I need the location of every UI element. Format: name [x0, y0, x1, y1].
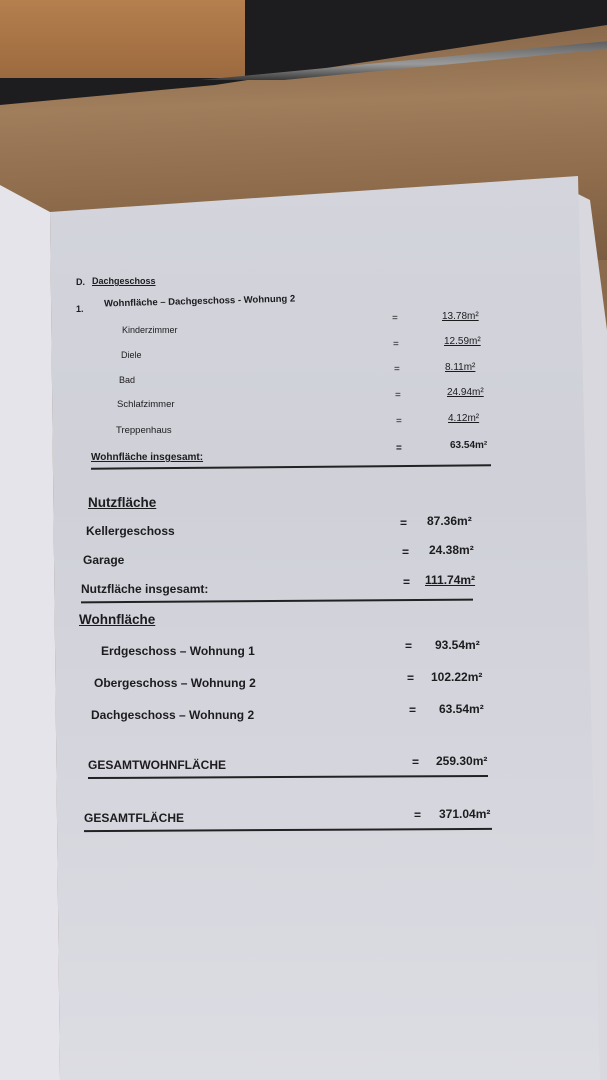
- equals-sign: =: [403, 575, 411, 589]
- equals-sign: =: [405, 639, 413, 653]
- room-name: Treppenhaus: [116, 425, 172, 436]
- room-total-value: 63.54m²: [450, 440, 488, 451]
- nutzflaeche-heading: Nutzfläche: [88, 495, 157, 510]
- room-value: 24.94m²: [447, 387, 484, 398]
- item-value: 93.54m²: [435, 638, 480, 652]
- item-name: Dachgeschoss – Wohnung 2: [91, 708, 255, 722]
- subsection-number: 1.: [76, 304, 84, 314]
- equals-sign: =: [393, 339, 399, 350]
- equals-sign: =: [412, 755, 420, 769]
- item-name: Garage: [83, 553, 125, 567]
- equals-sign: =: [394, 364, 400, 375]
- gesamtflaeche-value: 371.04m²: [439, 807, 491, 821]
- room-name: Kinderzimmer: [122, 325, 178, 335]
- equals-sign: =: [396, 416, 402, 427]
- room-name: Schlafzimmer: [117, 399, 175, 410]
- item-name: Obergeschoss – Wohnung 2: [94, 676, 256, 690]
- item-name: Erdgeschoss – Wohnung 1: [101, 644, 255, 658]
- item-value: 102.22m²: [431, 670, 483, 684]
- room-value: 13.78m²: [442, 311, 479, 322]
- equals-sign: =: [392, 313, 398, 324]
- subsection-title: Wohnfläche – Dachgeschoss - Wohnung 2: [103, 293, 296, 310]
- item-value: 63.54m²: [439, 702, 484, 716]
- equals-sign: =: [402, 545, 410, 559]
- equals-sign: =: [396, 443, 402, 454]
- wohnflaeche-heading: Wohnfläche: [79, 612, 156, 627]
- nutzflaeche-total-value: 111.74m²: [425, 573, 476, 587]
- item-value: 87.36m²: [427, 514, 472, 528]
- room-name: Diele: [121, 350, 142, 360]
- gesamtwohnflaeche-label: GESAMTWOHNFLÄCHE: [88, 758, 226, 772]
- room-value: 4.12m²: [448, 413, 480, 424]
- room-value: 8.11m²: [445, 362, 476, 373]
- item-value: 24.38m²: [429, 543, 474, 557]
- gesamtwohnflaeche-value: 259.30m²: [436, 754, 488, 768]
- gesamtflaeche-label: GESAMTFLÄCHE: [84, 811, 184, 825]
- room-value: 12.59m²: [444, 336, 481, 347]
- section-title: Dachgeschoss: [92, 276, 156, 286]
- wooden-board: [0, 0, 245, 78]
- room-name: Bad: [119, 375, 136, 385]
- equals-sign: =: [407, 671, 415, 685]
- equals-sign: =: [414, 808, 422, 822]
- section-letter: D.: [76, 277, 85, 287]
- equals-sign: =: [395, 390, 401, 401]
- equals-sign: =: [409, 703, 417, 717]
- room-total-label: Wohnfläche insgesamt:: [91, 452, 204, 463]
- equals-sign: =: [400, 516, 408, 530]
- item-name: Kellergeschoss: [86, 524, 175, 538]
- nutzflaeche-total-label: Nutzfläche insgesamt:: [81, 582, 209, 596]
